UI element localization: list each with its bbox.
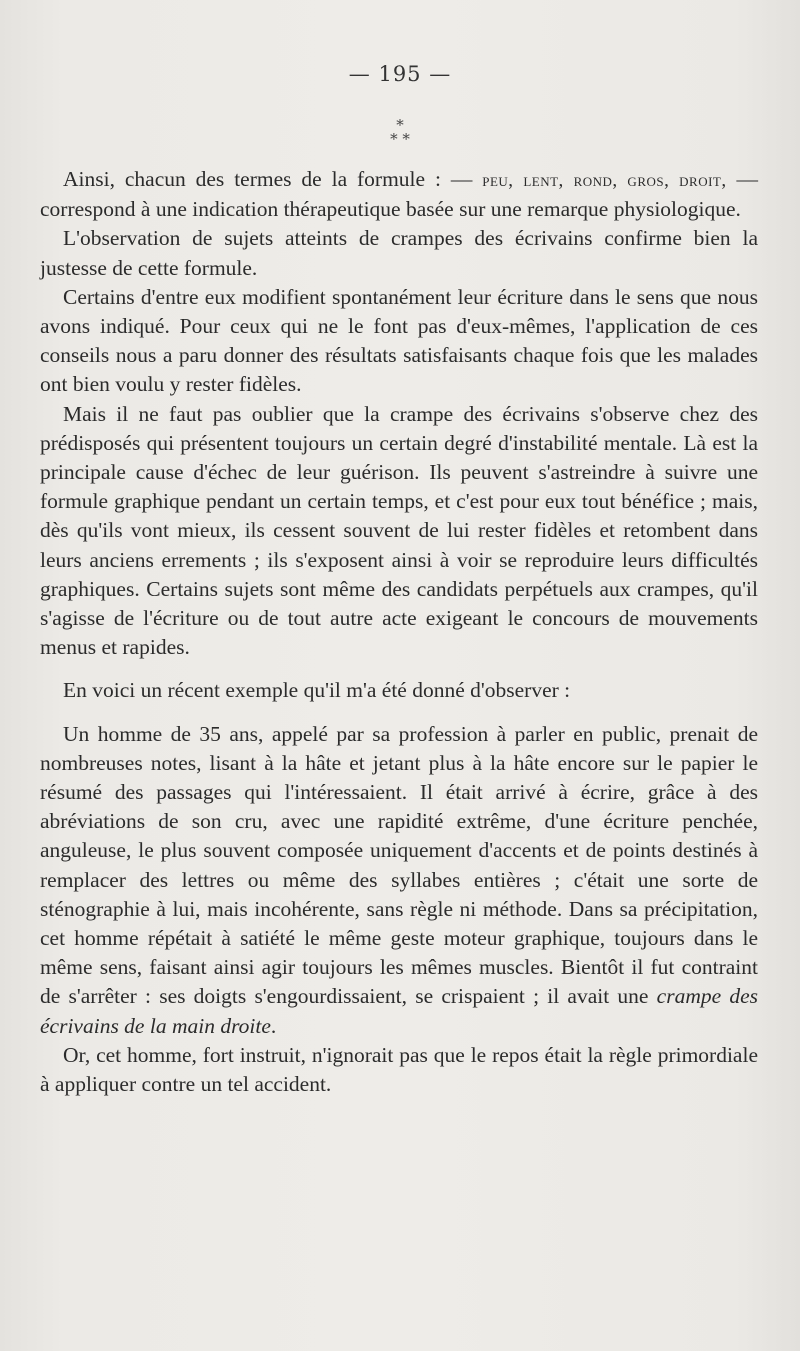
asterism-bottom: * * (390, 130, 410, 148)
paragraph-text: . (270, 1013, 277, 1038)
paragraph-text: — correspond à une indication thérapeutique basée sur une remarque physiologique. (40, 167, 759, 222)
paragraph (40, 720, 758, 1041)
body-text (40, 165, 758, 1099)
asterism-ornament (0, 118, 800, 146)
paragraph: L'observation de sujets atteints de crampes des écrivains confirme bien la justesse de cette formule. (40, 226, 758, 280)
formula-terms: peu, lent, rond, gros, droit, (482, 170, 727, 191)
asterism-top: * (396, 116, 404, 134)
paragraph: Mais il ne faut pas oublier que la crampe des écrivains s'observe chez des prédisposés qui présentent toujours un certain degré d'instabilité mentale. Là est la principale cause d'échec de leur guérison. Ils peuvent s'astreindre à suivre une formule graphique pendant un certain temps, et c'est pour eux tout bénéfice ; mais, dès qu'ils vont mieux, ils cessent souvent de lui rester fidèles et retombent dans leurs anciens errements ; ils s'exposent ainsi à voir se reproduire leurs difficultés graphiques. Certains sujets sont même des candidats perpétuels aux crampes, qu'il s'agisse de l'écriture ou de tout autre acte exigeant le concours de mouvements menus et rapides. (40, 401, 758, 660)
italic-term: crampe des écrivains de la main droite (40, 984, 758, 1038)
paragraph-text: Un homme de 35 ans, appelé par sa profession à parler en public, prenait de nombreuses notes, lisant à la hâte et jetant plus à la hâte encore sur le papier le résumé des passages qui l'intéressaient. Il était arrivé à écrire, grâce à des abréviations de son cru, avec une rapidité extrême, d'une écriture penchée, anguleuse, le plus souvent composée uniquement d'accents et de points destinés à remplacer des lettres ou même des syllabes entières ; c'était une sorte de sténographie à lui, mais incohérente, sans règle ni méthode. Dans sa précipitation, cet homme répétait à satiété le même geste moteur graphique, toujours dans le même sens, faisant ainsi agir toujours les mêmes muscles. Bientôt il fut contraint de s'arrêter : ses doigts s'engourdissaient, se crispaient ; il avait une (40, 721, 758, 1009)
paragraph: Certains d'entre eux modifient spontanément leur écriture dans le sens que nous avons indiqué. Pour ceux qui ne le font pas d'eux-mêmes, l'application de ces conseils nous a paru donner des résultats satisfaisants chaque fois que les malades ont bien voulu y rester fidèles. (40, 284, 758, 397)
paragraph: En voici un récent exemple qu'il m'a été donné d'observer : (63, 678, 571, 703)
paragraph-text: Ainsi, chacun des termes de la formule : — (63, 167, 483, 191)
page-number: — 195 — (348, 62, 452, 86)
paragraph: Or, cet homme, fort instruit, n'ignorait pas que le repos était la règle primordiale à appliquer contre un tel accident. (40, 1042, 758, 1097)
paragraph (40, 165, 758, 224)
